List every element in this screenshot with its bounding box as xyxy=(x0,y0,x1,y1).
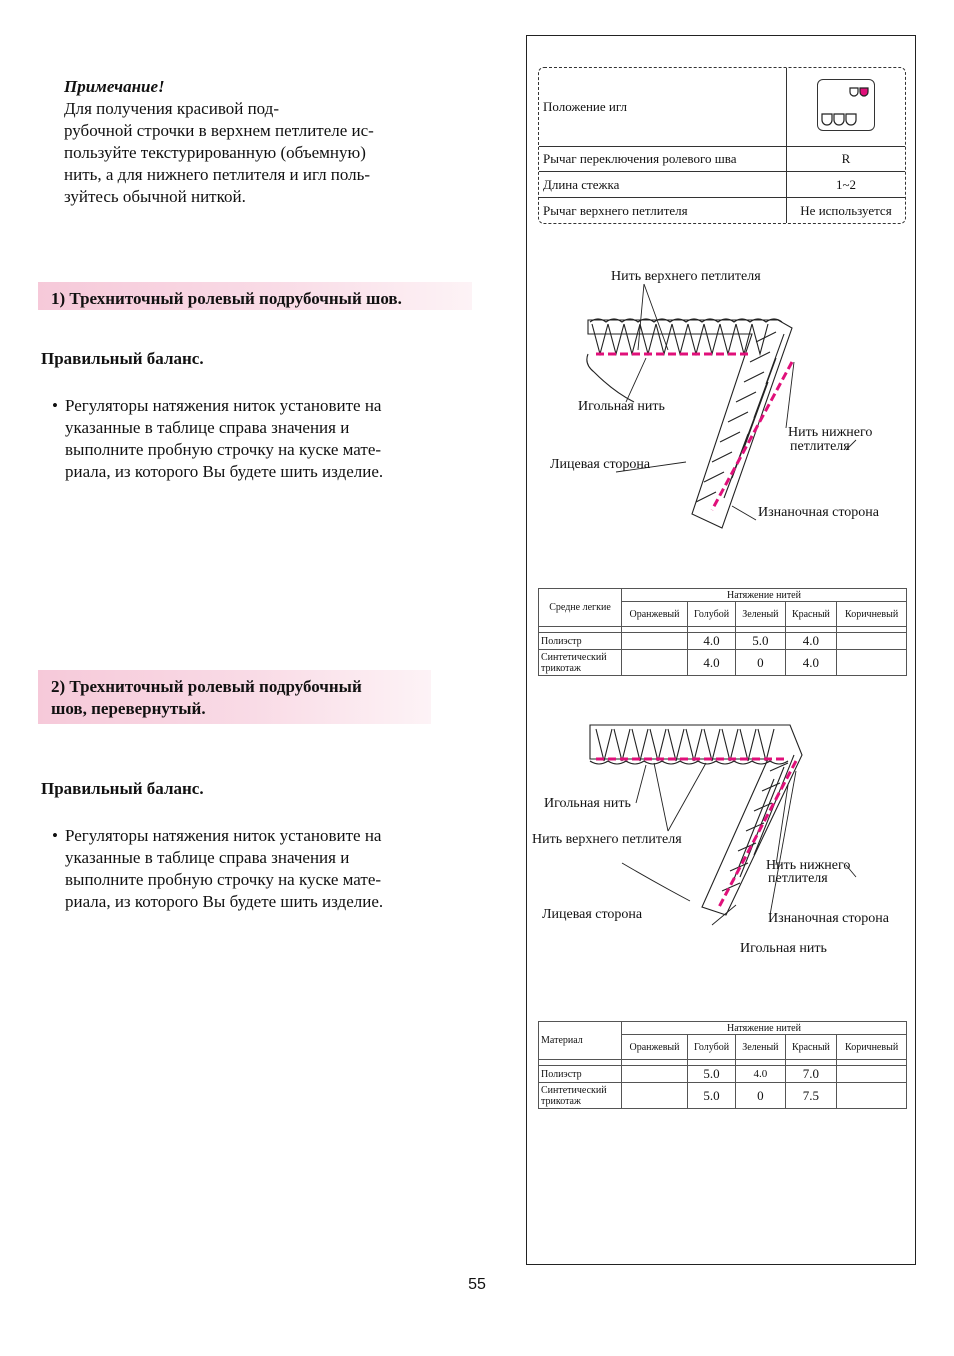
tension-table-1-col-blue: Голубой xyxy=(688,602,736,627)
section-1-bullet xyxy=(52,395,452,483)
tension-cell: 7.0 xyxy=(785,1066,837,1083)
tension-cell: 4.0 xyxy=(785,633,837,650)
tension-cell: 4.0 xyxy=(785,650,837,676)
tension-cell: 5.0 xyxy=(736,633,786,650)
bullet-icon: • xyxy=(52,826,58,845)
note-title: Примечание! xyxy=(64,77,165,96)
diagram2-label-upper-looper: Нить верхнего петлителя xyxy=(532,832,682,847)
diagram2-label-lower-looper-1: Нить нижнего xyxy=(766,858,851,873)
note-text: Для получения красивой под- рубочной строчки в верхнем петлителе ис- пользуйте текстурированную (объемную) нить, а для нижнего петлителя и игл поль- зуйтесь обычной ниткой. xyxy=(64,99,374,206)
diagram1-label-lower-looper-1: Нить нижнего xyxy=(788,425,873,440)
tension-cell: 4.0 xyxy=(736,1066,786,1083)
diagram2-label-needle-top: Игольная нить xyxy=(544,796,631,811)
diagram2-label-back: Изнаночная сторона xyxy=(768,911,890,926)
tension-cell: 4.0 xyxy=(688,650,736,676)
diagram1-label-needle: Игольная нить xyxy=(578,399,665,414)
tension-table-1-col-orange: Оранжевый xyxy=(622,602,688,627)
page-number: 55 xyxy=(468,1276,486,1293)
tension-cell: 7.5 xyxy=(785,1083,837,1109)
tension-table-2-corner: Материал xyxy=(539,1022,622,1060)
stitch-diagram-1 xyxy=(526,262,916,532)
note-block xyxy=(64,76,444,208)
tension-table-2-header: Натяжение нитей xyxy=(622,1022,907,1035)
section-2-bullet xyxy=(52,825,452,913)
tension-cell: 4.0 xyxy=(688,633,736,650)
section-2-balance: Правильный баланс. xyxy=(41,779,204,798)
tension-table-1-header: Натяжение нитей xyxy=(622,589,907,602)
section-1-heading: 1) Трехниточный ролевый подрубочный шов. xyxy=(38,282,472,310)
tension-cell xyxy=(837,650,907,676)
diagram2-label-lower-looper-2: петлителя xyxy=(768,871,828,886)
tension-cell: 5.0 xyxy=(688,1083,736,1109)
settings-label-upper-looper-lever: Рычаг верхнего петлителя xyxy=(543,202,688,218)
diagram2-label-needle-bottom: Игольная нить xyxy=(740,941,827,956)
tension-table-1-col-brown: Коричневый xyxy=(837,602,907,627)
stitch-diagram-2 xyxy=(526,715,916,965)
tension-table-1-material: Синтетический трикотаж xyxy=(539,650,622,676)
bullet-icon: • xyxy=(52,396,58,415)
settings-label-roll-lever: Рычаг переключения ролевого шва xyxy=(539,146,787,172)
tension-cell xyxy=(622,1083,688,1109)
tension-table-2-col-orange: Оранжевый xyxy=(622,1035,688,1060)
diagram1-label-face: Лицевая сторона xyxy=(550,457,651,472)
tension-table-1-corner: Средне легкие xyxy=(539,589,622,627)
tension-table-1-material: Полиэстр xyxy=(539,633,622,650)
tension-cell: 0 xyxy=(736,1083,786,1109)
diagram2-label-face: Лицевая сторона xyxy=(542,907,643,922)
diagram1-label-back: Изнаночная сторона xyxy=(758,505,880,520)
tension-table-2-col-blue: Голубой xyxy=(688,1035,736,1060)
tension-table-1-col-red: Красный xyxy=(785,602,837,627)
settings-table xyxy=(538,67,906,224)
tension-cell xyxy=(837,1083,907,1109)
section-2-heading: 2) Трехниточный ролевый подрубочный шов, перевернутый. xyxy=(38,670,431,724)
settings-value-stitch-length: 1~2 xyxy=(787,172,906,198)
settings-value-roll-lever: R xyxy=(787,146,906,172)
tension-table-2-col-red: Красный xyxy=(785,1035,837,1060)
tension-cell: 0 xyxy=(736,650,786,676)
tension-cell: 5.0 xyxy=(688,1066,736,1083)
diagram1-label-upper-looper: Нить верхнего петлителя xyxy=(611,269,761,284)
tension-cell xyxy=(837,633,907,650)
table-row xyxy=(539,1066,907,1083)
tension-cell xyxy=(622,650,688,676)
section-1-balance: Правильный баланс. xyxy=(41,349,204,368)
tension-table-2-col-green: Зеленый xyxy=(736,1035,786,1060)
table-row xyxy=(539,650,907,676)
tension-cell xyxy=(837,1066,907,1083)
tension-table-2 xyxy=(538,1021,907,1109)
table-row xyxy=(539,633,907,650)
tension-cell xyxy=(622,633,688,650)
tension-table-1 xyxy=(538,588,907,676)
tension-cell xyxy=(622,1066,688,1083)
settings-value-upper-looper-lever: Не используется xyxy=(787,198,906,223)
tension-table-1-col-green: Зеленый xyxy=(736,602,786,627)
tension-table-2-material: Синтетический трикотаж xyxy=(539,1083,622,1109)
tension-table-2-col-brown: Коричневый xyxy=(837,1035,907,1060)
settings-label-stitch-length: Длина стежка xyxy=(539,172,787,198)
settings-label-needle-position: Положение игл xyxy=(539,68,787,146)
tension-table-2-material: Полиэстр xyxy=(539,1066,622,1083)
section-1-bullet-text: Регуляторы натяжения ниток установите на указанные в таблице справа значения и выполните пробную строчку на куске мате- риала, из которого Вы будете шить изделие. xyxy=(65,396,384,481)
diagram1-label-lower-looper-2: петлителя xyxy=(790,439,850,454)
settings-value-needle-position xyxy=(787,68,906,146)
table-row xyxy=(539,1083,907,1109)
section-2-bullet-text: Регуляторы натяжения ниток установите на указанные в таблице справа значения и выполните пробную строчку на куске мате- риала, из которого Вы будете шить изделие. xyxy=(65,826,384,911)
needle-position-icon xyxy=(817,79,875,131)
